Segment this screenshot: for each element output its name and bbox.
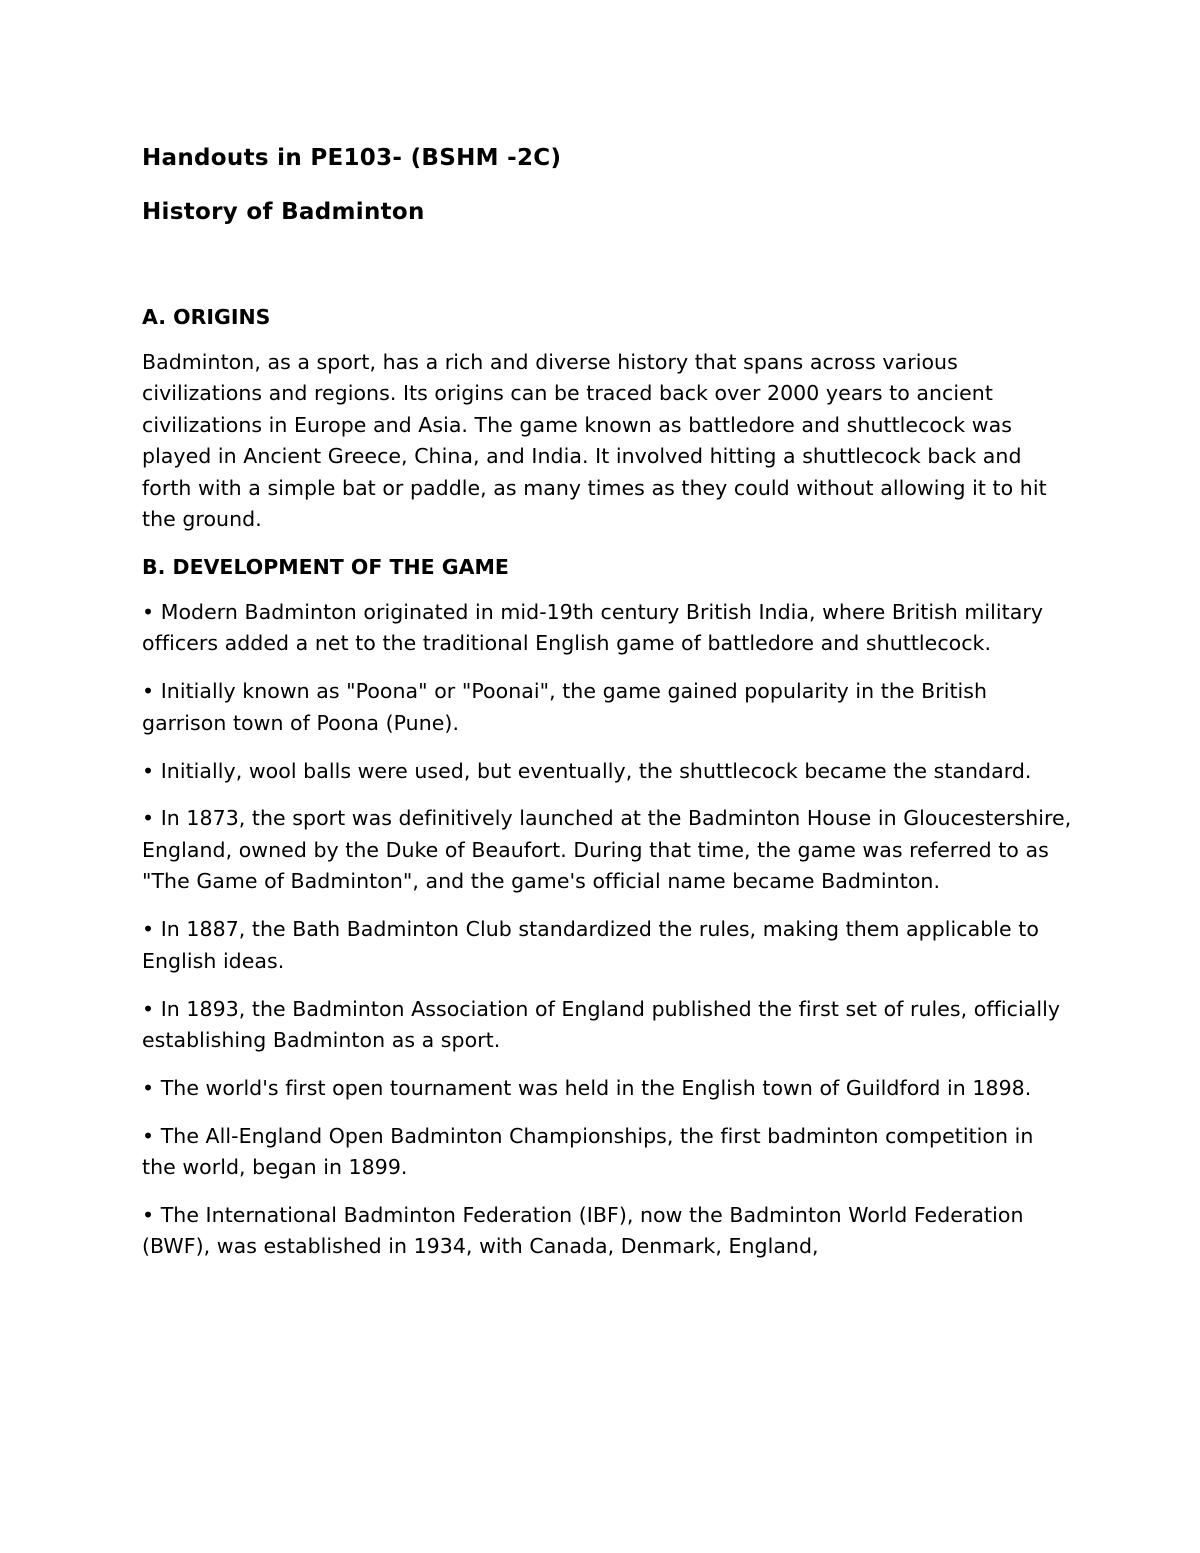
bullet-item: • Initially, wool balls were used, but eventually, the shuttlecock became the standard.: [142, 758, 1032, 783]
bullet-item: • Initially known as "Poona" or "Poonai", the game gained popularity in the British garrison town of Poona (Pune).: [142, 679, 988, 735]
origins-paragraph: Badminton, as a sport, has a rich and diverse history that spans across various civilizations and regions. Its origins can be traced back over 2000 years to ancient civilizations in Europe and Asia. The game known as battledore and shuttlecock was played in Ancient Greece, China, and India. It involved hitting a shuttlecock back and forth with a simple bat or paddle, as many times as they could without allowing it to hit the ground.: [142, 350, 1047, 532]
bullet-item: • In 1887, the Bath Badminton Club standardized the rules, making them applicable to English ideas.: [142, 917, 1039, 973]
document-page: [142, 141, 1072, 1279]
document-subtitle: History of Badminton: [142, 199, 425, 225]
bullet-item: • Modern Badminton originated in mid-19th century British India, where British military officers added a net to the traditional English game of battledore and shuttlecock.: [142, 599, 1044, 656]
document-title: Handouts in PE103- (BSHM -2C): [142, 145, 562, 171]
section-heading-origins: A. ORIGINS: [142, 305, 271, 329]
bullet-item: • The All-England Open Badminton Championships, the first badminton competition in the world, began in 1899.: [142, 1123, 1034, 1180]
development-bullet-list: [142, 597, 1072, 1263]
bullet-item: • In 1893, the Badminton Association of England published the first set of rules, officially establishing Badminton as a sport.: [142, 996, 1061, 1052]
bullet-item: • The world's first open tournament was held in the English town of Guildford in 1898.: [142, 1075, 1032, 1100]
bullet-item: • In 1873, the sport was definitively launched at the Badminton House in Gloucestershire, England, owned by the Duke of Beaufort. During that time, the game was referred to as "The Game of Badminton", and the game's official name became Badminton.: [142, 806, 1072, 894]
section-heading-development: B. DEVELOPMENT OF THE GAME: [142, 554, 509, 579]
bullet-item: • The International Badminton Federation (IBF), now the Badminton World Federation (BWF), was established in 1934, with Canada, Denmark, England,: [142, 1203, 1024, 1259]
